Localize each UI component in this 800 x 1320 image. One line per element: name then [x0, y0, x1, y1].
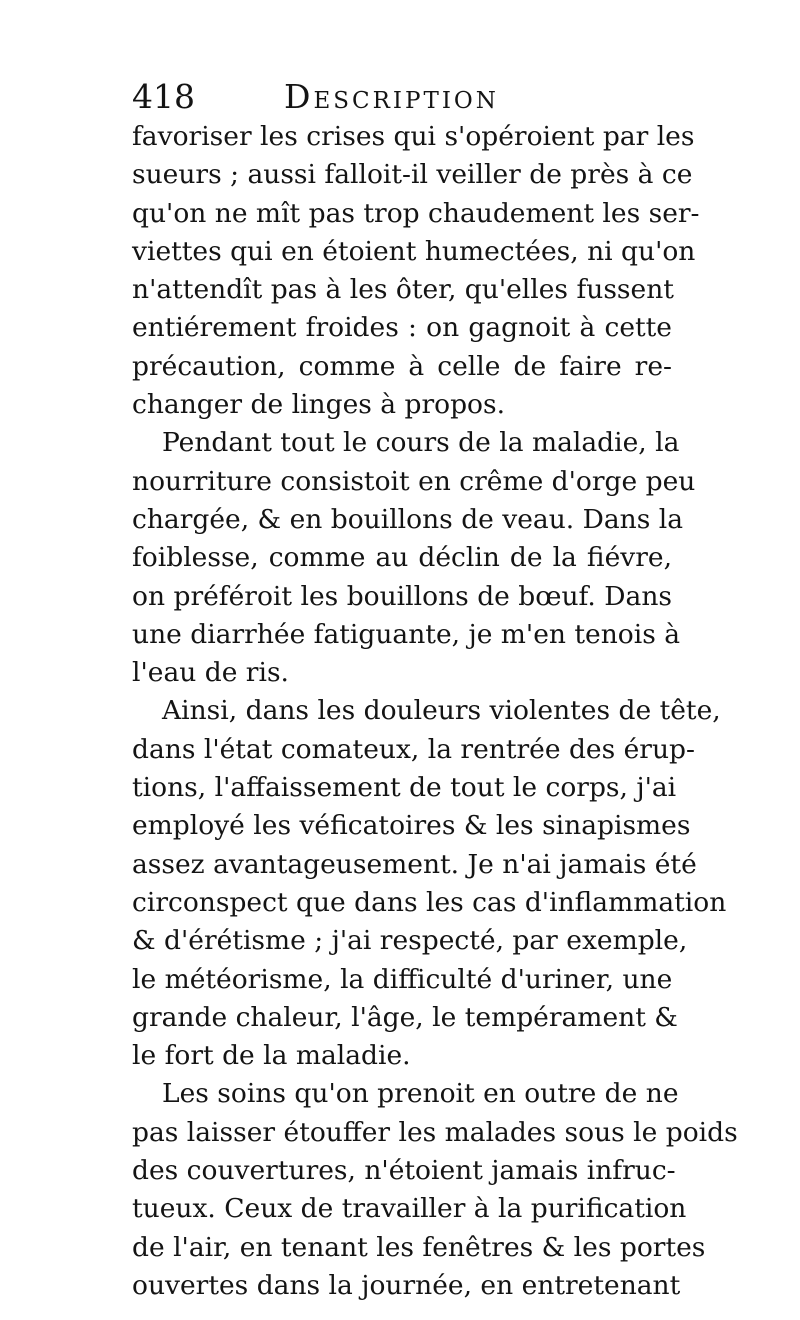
text-line: pas laisser étouffer les malades sous le poids — [132, 1116, 738, 1148]
text-line: Les soins qu'on prenoit en outre de ne — [162, 1078, 679, 1110]
text-line: assez avantageusement. Je n'ai jamais été — [132, 848, 697, 880]
text-line: on préféroit les bouillons de bœuf. Dans — [132, 580, 672, 612]
text-line: Ainsi, dans les douleurs violentes de tête, — [162, 695, 721, 727]
text-line: dans l'état comateux, la rentrée des érup- — [132, 733, 695, 765]
text-line: le fort de la maladie. — [132, 1040, 411, 1072]
page-number: 418 — [132, 77, 195, 116]
text-line: ouvertes dans la journée, en entretenant — [132, 1269, 681, 1301]
text-line: circonspect que dans les cas d'inflammation — [132, 886, 727, 918]
paragraph — [132, 424, 696, 692]
text-line: grande chaleur, l'âge, le tempérament & — [132, 1001, 678, 1033]
body-text — [132, 118, 738, 1305]
text-line: le météorisme, la difficulté d'uriner, une — [132, 963, 673, 995]
text-line: tions, l'affaissement de tout le corps, j'ai — [132, 772, 677, 804]
text-line: entiérement froides : on gagnoit à cette — [132, 312, 672, 344]
running-title: Description — [284, 77, 499, 116]
text-line: une diarrhée fatiguante, je m'en tenois à — [132, 618, 681, 650]
text-line: tueux. Ceux de travailler à la purification — [132, 1193, 687, 1225]
text-line: n'attendît pas à les ôter, qu'elles fussent — [132, 274, 674, 306]
text-line: de l'air, en tenant les fenêtres & les portes — [132, 1231, 706, 1263]
page-header — [132, 72, 672, 122]
paragraph — [132, 1075, 738, 1305]
text-line: l'eau de ris. — [132, 657, 289, 689]
text-line: précaution, comme à celle de faire re- — [132, 350, 672, 382]
text-line: qu'on ne mît pas trop chaudement les ser- — [132, 197, 700, 229]
paragraph — [132, 118, 700, 424]
text-line: sueurs ; aussi falloit-il veiller de près à ce — [132, 159, 693, 191]
text-line: Pendant tout le cours de la maladie, la — [162, 427, 680, 459]
text-line: & d'érétisme ; j'ai respecté, par exemple, — [132, 925, 688, 957]
text-line: changer de linges à propos. — [132, 389, 506, 421]
text-line: favoriser les crises qui s'opéroient par les — [132, 121, 695, 152]
text-line: employé les véficatoires & les sinapismes — [132, 810, 691, 842]
text-line: foiblesse, comme au déclin de la fiévre, — [132, 542, 672, 574]
text-line: viettes qui en étoient humectées, ni qu'on — [132, 235, 696, 267]
paragraph — [132, 692, 727, 1075]
text-line: des couvertures, n'étoient jamais infruc- — [132, 1155, 676, 1187]
text-line: nourriture consistoit en crême d'orge peu — [132, 465, 696, 497]
text-line: chargée, & en bouillons de veau. Dans la — [132, 503, 684, 535]
